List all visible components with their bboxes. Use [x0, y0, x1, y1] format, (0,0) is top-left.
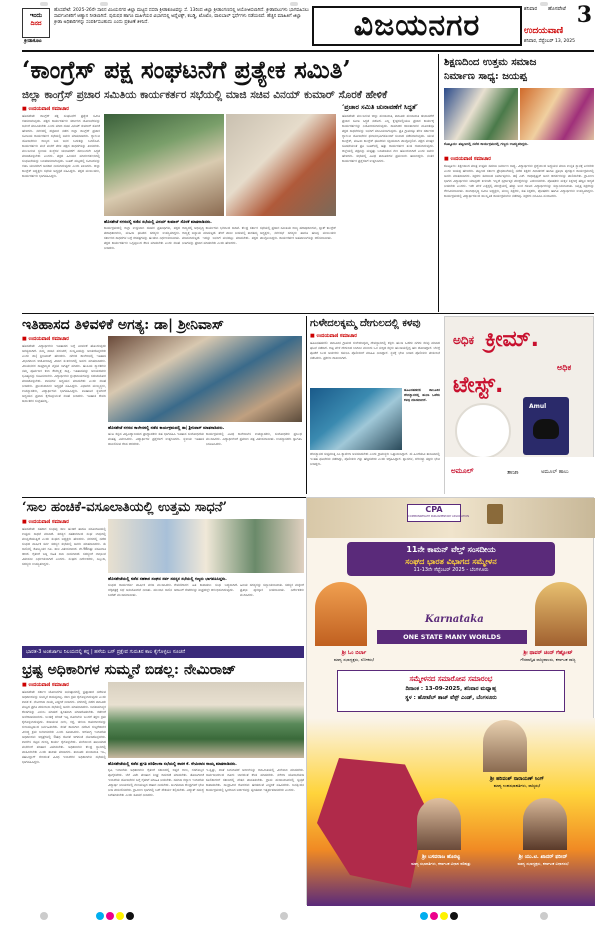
person1-role: ಮಾನ್ಯ ಸಭಾಧ್ಯಕ್ಷರು, ಲೋಕಸಭೆ — [333, 657, 375, 662]
story3-byline: ■ ಉದಯವಾಣಿ ಸಮಾಚಾರ — [310, 333, 357, 339]
column-divider-2 — [306, 316, 307, 494]
story2-caption: ಹೊಸಪೇಟೆ ನಗರದ ಕಾಲೇಜಿನಲ್ಲಿ ನಡೆದ ಕಾರ್ಯಕ್ರಮದಲ್ಲಿ ಡಾ| ಶ್ರೀನಿವಾಸ್ ಮಾತನಾಡಿದರು. — [108, 425, 225, 430]
story3-body-2: ದೇವಸ್ಥಾನದ ಸುತ್ತಮುತ್ತ ಸಿಸಿ ಕ್ಯಾಮೆರಾ ಅಳವಡಿಸಬೇಕು ಎಂದು ಗ್ರಾಮಸ್ಥರು ಒತ್ತಾಯಿಸಿದ್ದಾರೆ. ಈ ಹಿಂದೆಯೂ ತಾಲೂಕಿನಲ್ಲಿ ಇಂತಹ ಘಟನೆಗಳು ನಡೆದಿದ್ದು, ಪೊಲೀಸರು ಗಸ್ತು ಹೆಚ್ಚಿಸಬೇಕು ಎಂದು ಆಗ್ರಹಿಸಿದ್ದಾರೆ. ಶ್ವಾನದಳ, ಬೆರಳಚ್ಚು ತಜ್ಞರು ಭೇಟಿ ನೀಡಿದ್ದರು. — [310, 452, 440, 466]
ad2-title-box — [347, 542, 555, 576]
ad1-line3: ಅಧಿಕ — [557, 363, 572, 372]
person4-role: ಮಾನ್ಯ ಸಭಾಪತಿಗಳು, ಕರ್ನಾಟಕ ವಿಧಾನ ಪರಿಷತ್ತು — [411, 861, 471, 866]
header-brief-text: ಹೊಸಪೇಟೆ: 2025-26ನೇ ಸಾಲಿನ ವಿಜಯನಗರ ಜಿಲ್ಲಾ ಮಟ್ಟದ ದಸರಾ ಕ್ರೀಡಾಕೂಟವನ್ನು ಸೆ. 13ರಿಂದ ಜಿಲ್ಲಾ ಕ್ರೀಡಾಂಗಣದಲ್ಲಿ ಆಯೋಜಿಸಲಾಗಿದೆ. ಕ್ರೀಡಾಪಟುಗಳು ಭಾಗವಹಿಸಲು ಸಾರ್ವಜನಿಕರಿಗೆ ಆಹ್ವಾನ ನೀಡಲಾಗಿದೆ. ಪುರುಷರ ಹಾಗೂ ಮಹಿಳೆಯರ ವಿಭಾಗದಲ್ಲಿ ಅಥ್ಲೆಟಿಕ್ಸ್, ಕಬಡ್ಡಿ, ಖೊಖೊ, ವಾಲಿಬಾಲ್ ಸ್ಪರ್ಧೆಗಳು ನಡೆಯಲಿವೆ. ಹೆಚ್ಚಿನ ಮಾಹಿತಿಗೆ ಜಿಲ್ಲಾ ಕ್ರೀಡಾ ಅಧಿಕಾರಿಗಳನ್ನು ಸಂಪರ್ಕಿಸಬಹುದು ಎಂದು ಪ್ರಕಟಣೆ ತಿಳಿಸಿದೆ. — [54, 8, 309, 25]
story2-col2: ಹಂಪಿ ಕನ್ನಡ ವಿಶ್ವವಿದ್ಯಾಲಯದ ಪ್ರಾಧ್ಯಾಪಕರು ಸಹ ಭಾಗವಹಿಸಿ ಇತಿಹಾಸ ಸಂಶೋಧನೆಯ ಮಹತ್ವ ವಿವರಿಸಿದರು. ವಿದ್ಯಾರ್ಥಿಗಳ ಪ್ರಶ್ನೆಗಳಿಗೆ ಉತ್ತರಿಸಿದರು. ಸ್ಥಳೀಯ ಇತಿಹಾಸ ದಾಖಲಿಸುವ ಕೆಲಸ ಆಗಬೇಕು. — [108, 432, 204, 446]
ad2-date-line: ದಿನಾಂಕ : 13-09-2025, ಶನಿವಾರ ಮಧ್ಯಾಹ್ನ — [405, 686, 497, 692]
amul-pack — [523, 397, 569, 455]
story1-byline: ■ ಉದಯವಾಣಿ ಸಮಾಚಾರ — [22, 106, 69, 112]
person5-name: ಶ್ರೀ ಯು.ಟಿ. ಖಾದರ್ ಫರೀದ್ — [518, 854, 568, 860]
ad2-title2: ಸಂಘದ ಭಾರತ ವಿಭಾಗದ ಸಮ್ಮೇಳನ — [405, 557, 497, 566]
story1-photo-right — [226, 114, 336, 216]
page-number: 3 — [576, 2, 592, 28]
emblem-icon — [487, 504, 503, 524]
person5-role: ಮಾನ್ಯ ಸಭಾಧ್ಯಕ್ಷರು, ಕರ್ನಾಟಕ ವಿಧಾನಸಭೆ — [517, 861, 569, 866]
story4-col4: ಹಿರಿಯ ಸದಸ್ಯರನ್ನು ಸನ್ಮಾನಿಸಲಾಯಿತು. ಸದಸ್ಯರ ಮಕ್ಕಳಿಗೆ ಪ್ರತಿಭಾ ಪುರಸ್ಕಾರ ನೀಡಲಾಯಿತು. ನಿರ್ದೇಶಕರು ವಂದಿಸಿದರು. — [240, 583, 304, 597]
story2-col3: ಕಾರ್ಯಕ್ರಮದಲ್ಲಿ ವಿವಿಧ ಕಾಲೇಜುಗಳ ಉಪನ್ಯಾಸಕರು, ಸಂಶೋಧಕರು ಪ್ರಬಂಧ ಮಂಡಿಸಿದರು. ವಿದ್ಯಾರ್ಥಿಗಳಿಗೆ ಪ್ರಮಾಣ ಪತ್ರ ವಿತರಿಸಲಾಯಿತು. ಉಪನ್ಯಾಸಕರು ಸ್ವಾಗತಿಸಿ ನಿರೂಪಿಸಿದರು. — [206, 432, 302, 446]
story3-headline: ಗುಳೇದಲಕ್ಕಮ್ಮ ದೇಗುಲದಲ್ಲಿ ಕಳವು — [310, 318, 421, 329]
person4-photo — [417, 798, 461, 850]
section-rule-1 — [22, 313, 594, 314]
header-rule — [22, 50, 594, 52]
story4-col2: ಸಂಘದ ಕಾರ್ಯದರ್ಶಿ ವಾರ್ಷಿಕ ವರದಿ ಮಂಡಿಸಿದರು. ಲೆಕ್ಕಪತ್ರಕ್ಕೆ ಸಭೆ ಅನುಮೋದನೆ ನೀಡಿತು. ಮುಂದಿನ ಸಾಲಿನ ಬಜೆಟ್ ಮಂಡಿಸಲಾಯಿತು. — [108, 583, 172, 597]
ad2-valedictory: ಸಮ್ಮೇಳನದ ಸಮಾರೋಪ ಸಮಾರಂಭ — [409, 675, 493, 683]
story5-col1: ಹೊಸಪೇಟೆ: ಸರ್ಕಾರಿ ಯೋಜನೆಗಳ ಅನುಷ್ಠಾನದಲ್ಲಿ ಭ್ರಷ್ಟಾಚಾರ ನಡೆಸುವ ಅಧಿಕಾರಿಗಳನ್ನು ಸುಮ್ಮನೆ ಬಿಡುವುದಿಲ್ಲ. ಕಠಿಣ ಕ್ರಮ ಕೈಗೊಳ್ಳಲಾಗುವುದು ಎಂದು ಶಾಸಕ ಕೆ. ನೇಮಿರಾಜ ನಾಯ್ಕ ಎಚ್ಚರಿಕೆ ನೀಡಿದರು. ನಗರದಲ್ಲಿ ನಡೆದ ತಾಲೂಕು ಮಟ್ಟದ ಪ್ರಗತಿ ಪರಿಶೀಲನಾ ಸಭೆಯಲ್ಲಿ ಅವರು ಮಾತನಾಡಿದರು. ಜನಸಾಮಾನ್ಯರ ಕೆಲಸಗಳನ್ನು ವಿಳಂಬ ಮಾಡದೆ ತ್ವರಿತವಾಗಿ ಮಾಡಿಕೊಡಬೇಕು. ಕಚೇರಿಗೆ ಅಲೆದಾಡಿಸಬಾರದು. ಲಂಚಕ್ಕೆ ಬೇಡಿಕೆ ಇಟ್ಟ ದೂರುಗಳು ಬಂದರೆ ತಕ್ಷಣ ಕ್ರಮ ಕೈಗೊಳ್ಳಲಾಗುವುದು. ಕುಡಿಯುವ ನೀರು, ರಸ್ತೆ, ಚರಂಡಿ ಕಾಮಗಾರಿಗಳನ್ನು ಗುಣಮಟ್ಟದಿಂದ ನಿರ್ವಹಿಸಬೇಕು. ಕಳಪೆ ಕಾಮಗಾರಿ ನಡೆಸಿದ ಗುತ್ತಿಗೆದಾರರ ವಿರುದ್ಧ ಕ್ರಮ ಜರುಗಿಸಬೇಕು ಎಂದು ಸೂಚಿಸಿದರು. ಆರೋಗ್ಯ ಇಲಾಖೆಯ ಅಧಿಕಾರಿಗಳು ಆಸ್ಪತ್ರೆಗಳಲ್ಲಿ ಔಷಧ ಕೊರತೆ ಆಗದಂತೆ ನೋಡಿಕೊಳ್ಳಬೇಕು. ಶಾಲೆಗಳ ಕಟ್ಟಡ ದುರಸ್ತಿ ಕಾರ್ಯ ಕೈಗೊಳ್ಳಬೇಕು. ಮಳೆಯಿಂದ ಹಾನಿಯಾದ ಮನೆಗಳಿಗೆ ಪರಿಹಾರ ವಿತರಿಸಬೇಕು. ಅಧಿಕಾರಿಗಳು ಕೇಂದ್ರ ಸ್ಥಾನದಲ್ಲಿ ವಾಸವಿರಬೇಕು ಎಂದು ತಾಕೀತು ಮಾಡಿದರು. ತಾಲೂಕು ಪಂಚಾಯಿತಿ ಇಒ, ತಹಸೀಲ್ದಾರ್ ಸೇರಿದಂತೆ ವಿವಿಧ ಇಲಾಖೆಗಳ ಅಧಿಕಾರಿಗಳು ಸಭೆಯಲ್ಲಿ ಭಾಗವಹಿಸಿದ್ದರು. — [22, 690, 106, 764]
side-caption: ಕೊಟ್ಟೂರು: ಪಟ್ಟಣದಲ್ಲಿ ನಡೆದ ಕಾರ್ಯಕ್ರಮದಲ್ಲಿ ಗಣ್ಯರು ಉಪಸ್ಥಿತರಿದ್ದರು. — [444, 142, 529, 146]
person1-photo — [315, 582, 367, 646]
person3-photo — [483, 720, 527, 772]
milk-bowl-icon — [455, 403, 511, 459]
cpa-logo — [407, 504, 470, 522]
story1-col2: ಕಾರ್ಯಕ್ರಮದಲ್ಲಿ ಜಿಲ್ಲಾ ಉಸ್ತುವಾರಿ ಸಚಿವರ ಪ್ರತಿನಿಧಿಗಳು, ಪಕ್ಷದ ಪದಾಧಿಕಾರಿಗಳು, ಮಹಿಳಾ ಘಟಕದ ಸದಸ್ಯರು ಉಪಸ್ಥಿತರಿದ್ದರು. ಸರ್ಕಾರದ ಸಾಧನೆಗಳ ಬಗ್ಗೆ ಕರಪತ್ರಗಳನ್ನು ಹಂಚಲು ನಿರ್ಧರಿಸಲಾಯಿತು. ಪಕ್ಷದ ಕಾರ್ಯಕರ್ತರು ಒಗ್ಗಟ್ಟಿನಿಂದ ಕೆಲಸ ಮಾಡಬೇಕು ಎಂದು ಸಲಹೆ ನೀಡಿದರು. — [104, 226, 180, 250]
left-logo — [22, 8, 50, 38]
story3-side-caption: ಹೂವಿನಹಡಗಲಿ ತಾಲೂಕಿನ ದೇವಸ್ಥಾನದಲ್ಲಿ ಹುಂಡಿ ಒಡೆದು ಕಳವು ಮಾಡಲಾಗಿದೆ. — [404, 388, 440, 402]
person4-name: ಶ್ರೀ ಬಸವರಾಜ ಹೊರಟ್ಟಿ — [421, 854, 461, 860]
story4-photo — [108, 519, 304, 573]
story1-photo-left — [104, 114, 224, 216]
person2-name: ಶ್ರೀ ಥಾವರ್ ಚಂದ್ ಗೆಹ್ಲೋಟ್ — [523, 650, 573, 656]
person2-photo — [535, 582, 587, 646]
amul-ad-footer — [445, 457, 595, 495]
story5-headline: ಭ್ರಷ್ಟ ಅಧಿಕಾರಿಗಳ ಸುಮ್ಮನೆ ಬಿಡಲ್ಲ: ನೇಮಿರಾಜ್ — [22, 662, 237, 678]
side-photo-2 — [520, 88, 594, 140]
ad1-bottom-right: ಅಮೂಲ್ ಹಾಲು — [541, 469, 569, 475]
ad1-bottom-mid: ತಾಜಾ — [507, 469, 519, 476]
story3-photo — [310, 388, 402, 450]
left-logo-bottom: ದಿನದ — [30, 20, 42, 27]
side-byline: ■ ಉದಯವಾಣಿ ಸಮಾಚಾರ — [444, 156, 491, 162]
amul-ad — [444, 316, 594, 494]
masthead: ವಿಜಯನಗರ — [312, 6, 522, 46]
ad2-tagline: ONE STATE MANY WORLDS — [377, 630, 527, 644]
side-headline-1: ಶಿಕ್ಷಣದಿಂದ ಉತ್ತಮ ಸಮಾಜ — [444, 57, 537, 68]
story2-col1: ಹೊಸಪೇಟೆ: ವಿದ್ಯಾರ್ಥಿಗಳು ಇತಿಹಾಸದ ಬಗ್ಗೆ ತಿಳಿವಳಿಕೆ ಹೊಂದುವುದು ಅಗತ್ಯವಾಗಿದೆ. ನಮ್ಮ ನಾಡಿನ ಪರಂಪರೆ, ಸಂಸ್ಕೃತಿಯನ್ನು ಅರಿತುಕೊಳ್ಳಬೇಕು ಎಂದು ಡಾ| ಶ್ರೀನಿವಾಸ್ ಹೇಳಿದರು. ನಗರದ ಕಾಲೇಜಿನಲ್ಲಿ ಇತಿಹಾಸ ವಿಭಾಗದಿಂದ ಆಯೋಜಿಸಿದ್ದ ವಿಚಾರ ಸಂಕಿರಣದಲ್ಲಿ ಅವರು ಮಾತನಾಡಿದರು. ವಿಜಯನಗರ ಸಾಮ್ರಾಜ್ಯದ ವೈಭವ ಜಗತ್ತಿಗೆ ಮಾದರಿ. ಹಂಪಿಯ ಸ್ಮಾರಕಗಳು ನಮ್ಮ ಪೂರ್ವಜರ ಕಲಾ ಕೌಶಲ್ಯಕ್ಕೆ ಸಾಕ್ಷಿ. ಇತಿಹಾಸವನ್ನು ಅರಿಯದವರು ಭವಿಷ್ಯವನ್ನು ರೂಪಿಸಲಾರರು. ವಿದ್ಯಾರ್ಥಿಗಳು ಗ್ರಂಥಾಲಯಗಳನ್ನು ಸದುಪಯೋಗ ಮಾಡಿಕೊಳ್ಳಬೇಕು. ಶಾಸನಗಳ ಅಧ್ಯಯನ ಮಾಡಬೇಕು ಎಂದು ಸಲಹೆ ನೀಡಿದರು. ಪ್ರಾಂಶುಪಾಲರು ಅಧ್ಯಕ್ಷತೆ ವಹಿಸಿದ್ದರು. ವಿಭಾಗದ ಮುಖ್ಯಸ್ಥರು, ಉಪನ್ಯಾಸಕರು, ವಿದ್ಯಾರ್ಥಿಗಳು ಭಾಗವಹಿಸಿದ್ದರು. ಐತಿಹಾಸಿಕ ಸ್ಥಳಗಳಿಗೆ ಅಧ್ಯಯನ ಪ್ರವಾಸ ಕೈಗೊಳ್ಳುವಂತೆ ಸಲಹೆ ನೀಡಿದರು. ಇತಿಹಾಸ ಕೇವಲ ದಿನಾಂಕಗಳ ಸಂಗ್ರಹವಲ್ಲ. — [22, 344, 106, 403]
story1-col3: ರಾಜ್ಯದಲ್ಲಿ ಅಭಿವೃದ್ಧಿ ಕಾರ್ಯಗಳು ಭರದಿಂದ ಸಾಗಿವೆ. ಕೇಂದ್ರ ಸರ್ಕಾರ ರಾಜ್ಯಕ್ಕೆ ಅನ್ಯಾಯ ಮಾಡುತ್ತಿದೆ. ತೆರಿಗೆ ಪಾಲು ನೀಡುವಲ್ಲಿ ತಾರತಮ್ಯ ಮಾಡಲಾಗುತ್ತಿದೆ. ಇದನ್ನು ಜನರಿಗೆ ಮನದಟ್ಟು ಮಾಡಬೇಕು. ಪಕ್ಷದ ನೀತಿಗಳನ್ನು ಪ್ರಚಾರ ಮಾಡಬೇಕು ಎಂದು ಹೇಳಿದರು. — [182, 226, 258, 245]
story4-col3: ಠೇವಣಿದಾರರ ಹಿತ ಕಾಪಾಡಲು ಸಂಘ ಬದ್ಧವಾಗಿದೆ. ಡಿಜಿಟಲ್ ಸೇವೆಗಳನ್ನು ಶೀಘ್ರದಲ್ಲೇ ಆರಂಭಿಸಲಾಗುವುದು. — [174, 583, 238, 592]
person3-name: ಶ್ರೀ ಹರಿವಂಶ್ ನಾರಾಯಣ್ ಸಿಂಗ್ — [489, 776, 545, 782]
story2-byline: ■ ಉದಯವಾಣಿ ಸಮಾಚಾರ — [22, 336, 69, 342]
ad2-title1: 11ನೇ ಕಾಮನ್ ವೆಲ್ತ್ ಸಂಸದೀಯ — [406, 545, 496, 554]
story5-byline: ■ ಉದಯವಾಣಿ ಸಮಾಚಾರ — [22, 682, 69, 688]
story2-headline: ಇತಿಹಾಸದ ತಿಳಿವಳಿಕೆ ಅಗತ್ಯ: ಡಾ| ಶ್ರೀನಿವಾಸ್ — [22, 317, 224, 333]
story1-subhead: ಜಿಲ್ಲಾ ಕಾಂಗ್ರೆಸ್ ಪ್ರಚಾರ ಸಮಿತಿಯ ಕಾರ್ಯಕರ್ತರ ಸಭೆಯಲ್ಲಿ ಮಾಜಿ ಸಚಿವ ವಿನಯ್ ಕುಮಾರ್ ಸೊರಕೆ ಹೇಳಿಕೆ — [22, 89, 388, 101]
side-photo-1 — [444, 88, 518, 140]
story1-caption: ಹೊಸಪೇಟೆ ನಗರದಲ್ಲಿ ನಡೆದ ಸಭೆಯಲ್ಲಿ ವಿನಯ್ ಕುಮಾರ್ ಸೊರಕೆ ಮಾತನಾಡಿದರು. — [104, 219, 212, 224]
story1-col5: ಹೊಸಪೇಟೆ: ಮುಂಬರುವ ಜಿಲ್ಲಾ ಪಂಚಾಯಿತಿ, ತಾಲೂಕು ಪಂಚಾಯಿತಿ ಚುನಾವಣೆಗೆ ಪ್ರಚಾರ ಸಮಿತಿ ಸಿದ್ಧತೆ ನಡೆಸಿದೆ. ಎಲ್ಲ ಕ್ಷೇತ್ರಗಳಲ್ಲಿಯೂ ಪ್ರಚಾರ ಕಾರ್ಯಕ್ಕೆ ಕಾರ್ಯಕರ್ತರನ್ನು ನಿಯೋಜಿಸಲಾಗುವುದು. ಸಾಮಾಜಿಕ ಜಾಲತಾಣಗಳ ಮೂಲಕವೂ ಪಕ್ಷದ ಸಾಧನೆಗಳನ್ನು ಜನರಿಗೆ ತಲುಪಿಸಲಾಗುವುದು. ಪ್ರತಿ ಗ್ರಾಮಕ್ಕೂ ತೆರಳಿ ಸರ್ಕಾರದ ಗ್ಯಾರಂಟಿ ಯೋಜನೆಗಳ ಫಲಾನುಭವಿಗಳೊಂದಿಗೆ ಸಂವಾದ ನಡೆಸಲಾಗುವುದು. ಯುವ ಕಾಂಗ್ರೆಸ್, ಮಹಿಳಾ ಕಾಂಗ್ರೆಸ್ ಘಟಕಗಳು ಸಕ್ರಿಯವಾಗಿ ಪಾಲ್ಗೊಳ್ಳಲಿವೆ. ಪಕ್ಷದ ವರಿಷ್ಠರ ಸೂಚನೆಯಂತೆ ಪ್ರತಿ ಬೂತ್‌ನಲ್ಲಿ ಹತ್ತು ಕಾರ್ಯಕರ್ತರ ತಂಡ ರಚಿಸಲಾಗುವುದು. ಜಿಲ್ಲೆಯಲ್ಲಿ ಪಕ್ಷವನ್ನು ಮತ್ತಷ್ಟು ಬಲಪಡಿಸುವ ಗುರಿ ಹೊಂದಲಾಗಿದೆ ಎಂದು ಅವರು ಹೇಳಿದರು. ಸಭೆಯಲ್ಲಿ ವಿವಿಧ ತಾಲೂಕುಗಳ ಪ್ರಮುಖರು ಹಾಜರಿದ್ದರು. ನಂತರ ಕಾರ್ಯಕರ್ತರ ಪ್ರಶ್ನೆಗಳಿಗೆ ಉತ್ತರಿಸಿದರು. — [342, 114, 434, 163]
side-headline-2: ನಿರ್ಮಾಣ ಸಾಧ್ಯ: ಜಯಪ್ಪ — [444, 71, 527, 82]
story1-headline: ‘ಕಾಂಗ್ರೆಸ್ ಪಕ್ಷ ಸಂಘಟನೆಗೆ ಪ್ರತ್ಯೇಕ ಸಮಿತಿ’ — [22, 55, 351, 84]
person2-role: ಗೌರವಾನ್ವಿತ ರಾಜ್ಯಪಾಲರು, ಕರ್ನಾಟಕ ರಾಜ್ಯ — [520, 657, 576, 662]
ad1-line4: ಟೇಸ್ಟ್. — [453, 373, 504, 398]
cpa-sub: COMMONWEALTH PARLIAMENTARY ASSOCIATION — [408, 515, 470, 518]
cpa-conference-ad — [306, 497, 594, 905]
paper-name: ಉದಯವಾಣಿ — [524, 26, 564, 36]
story5-photo — [108, 682, 304, 758]
story4-byline: ■ ಉದಯವಾಣಿ ಸಮಾಚಾರ — [22, 519, 69, 525]
story2-photo — [108, 336, 302, 422]
color-registration-bar — [40, 912, 560, 920]
story1-col4: ಸಭೆಯಲ್ಲಿ ಪ್ರಚಾರ ಸಮಿತಿಯ ರಾಜ್ಯ ಪದಾಧಿಕಾರಿಗಳು, ಬ್ಲಾಕ್ ಕಾಂಗ್ರೆಸ್ ಅಧ್ಯಕ್ಷರು, ನಗರಸಭೆ ಸದಸ್ಯರು ಹಾಗೂ ಹಲವು ಮುಖಂಡರು ಪಾಲ್ಗೊಂಡಿದ್ದರು. ಕಾರ್ಯಕರ್ತರ ಅಹವಾಲುಗಳನ್ನು ಆಲಿಸಲಾಯಿತು. — [260, 226, 336, 240]
story4-headline: ‘ಸಾಲ ಹಂಚಿಕೆ-ವಸೂಲಾತಿಯಲ್ಲಿ ಉತ್ತಮ ಸಾಧನೆ’ — [22, 500, 228, 515]
ad2-dates: 11-13ನೇ ಸೆಪ್ಟೆಂಬರ್ 2025 - ಬೆಂಗಳೂರು — [413, 567, 489, 573]
story4-col1: ಹೊಸಪೇಟೆ: ಸಹಕಾರ ಸಂಘವು ಸಾಲ ಹಂಚಿಕೆ ಹಾಗೂ ವಸೂಲಾತಿಯಲ್ಲಿ ಉತ್ತಮ ಸಾಧನೆ ಮಾಡಿದೆ. ಸದಸ್ಯರ ಸಹಕಾರದಿಂದ ಸಂಘ ಲಾಭದಲ್ಲಿ ಮುನ್ನಡೆಯುತ್ತಿದೆ ಎಂದು ಸಂಘದ ಅಧ್ಯಕ್ಷರು ಹೇಳಿದರು. ನಗರದಲ್ಲಿ ನಡೆದ ಸಂಘದ ವಾರ್ಷಿಕ ಸರ್ವ ಸದಸ್ಯರ ಸಭೆಯಲ್ಲಿ ಅವರು ಮಾತನಾಡಿದರು. ಈ ಸಾಲಿನಲ್ಲಿ ಕೋಟ್ಯಂತರ ರೂ. ಸಾಲ ವಿತರಿಸಲಾಗಿದೆ. ಶೇ.98ರಷ್ಟು ವಸೂಲಾತಿ ಆಗಿದೆ. ರೈತರಿಗೆ ಬಡ್ಡಿ ರಹಿತ ಸಾಲ ನೀಡಲಾಗಿದೆ. ಸದಸ್ಯರಿಗೆ ಲಾಭಾಂಶ ವಿತರಿಸಲು ನಿರ್ಧರಿಸಲಾಗಿದೆ ಎಂದರು. ಸಂಘದ ನಿರ್ದೇಶಕರು, ಸಿಬ್ಬಂದಿ, ಸದಸ್ಯರು ಉಪಸ್ಥಿತರಿದ್ದರು. — [22, 527, 106, 566]
amul-pack-label: Amul — [529, 403, 547, 410]
ad1-line2: ಕ್ರೀಮ್. — [485, 327, 539, 352]
buffalo-icon — [533, 419, 559, 439]
side-body: ಕೊಟ್ಟೂರು: ಶಿಕ್ಷಣದಿಂದ ಮಾತ್ರ ಉತ್ತಮ ಸಮಾಜ ನಿರ್ಮಾಣ ಸಾಧ್ಯ. ವಿದ್ಯಾರ್ಥಿಗಳು ಶ್ರದ್ಧೆಯಿಂದ ಅಧ್ಯಯನ ಮಾಡಿ ಉನ್ನತ ಸ್ಥಾನಕ್ಕೆ ಏರಬೇಕು ಎಂದು ಜಯಪ್ಪ ಹೇಳಿದರು. ಪಟ್ಟಣದ ಸರ್ಕಾರಿ ಪ್ರೌಢಶಾಲೆಯಲ್ಲಿ ನಡೆದ ಶಿಕ್ಷಕರ ದಿನಾಚರಣೆ ಹಾಗೂ ಪ್ರತಿಭಾ ಪುರಸ್ಕಾರ ಕಾರ್ಯಕ್ರಮದಲ್ಲಿ ಅವರು ಮಾತನಾಡಿದರು. ಶಿಕ್ಷಕರು ಸಮಾಜದ ನಿರ್ಮಾತೃಗಳು. ಡಾ| ಎಸ್. ರಾಧಾಕೃಷ್ಣನ್ ಅವರ ಆದರ್ಶಗಳನ್ನು ಪಾಲಿಸಬೇಕು. ಗ್ರಾಮೀಣ ಭಾಗದ ವಿದ್ಯಾರ್ಥಿಗಳು ಯಾವುದೇ ಕೀಳರಿಮೆ ಇಲ್ಲದೆ ಸ್ಪರ್ಧಾತ್ಮಕ ಪರೀಕ್ಷೆಗಳನ್ನು ಎದುರಿಸಬೇಕು. ಪೋಷಕರು ಮಕ್ಕಳ ಶಿಕ್ಷಣಕ್ಕೆ ಹೆಚ್ಚಿನ ಆದ್ಯತೆ ನೀಡಬೇಕು ಎಂದರು. ಇದೇ ವೇಳೆ ಎಸ್ಸೆಸ್ಸೆಲ್ಸಿ ಪರೀಕ್ಷೆಯಲ್ಲಿ ಹೆಚ್ಚು ಅಂಕ ಗಳಿಸಿದ ವಿದ್ಯಾರ್ಥಿಗಳನ್ನು ಸನ್ಮಾನಿಸಲಾಯಿತು. ನಿವೃತ್ತ ಶಿಕ್ಷಕರನ್ನು ಗೌರವಿಸಲಾಯಿತು. ಶಾಲಾಭಿವೃದ್ಧಿ ಸಮಿತಿ ಅಧ್ಯಕ್ಷರು, ಮುಖ್ಯ ಶಿಕ್ಷಕರು, ಸಹ ಶಿಕ್ಷಕರು, ಪೋಷಕರು ಹಾಗೂ ವಿದ್ಯಾರ್ಥಿಗಳು ಉಪಸ್ಥಿತರಿದ್ದರು. ಕಾರ್ಯಕ್ರಮದಲ್ಲಿ ವಿದ್ಯಾರ್ಥಿಗಳಿಂದ ಸಾಂಸ್ಕೃತಿಕ ಕಾರ್ಯಕ್ರಮಗಳು ನಡೆದವು. ಶಿಕ್ಷಕರು ನಿರೂಪಿಸಿ ವಂದಿಸಿದರು. — [444, 164, 594, 198]
person5-photo — [523, 798, 567, 850]
cpa-text: CPA — [425, 505, 443, 514]
edition-tag: ಹೊಸಪೇಟೆ — [548, 6, 566, 12]
column-divider — [438, 54, 439, 312]
story5-caption: ಹೊಸಪೇಟೆಯಲ್ಲಿ ನಡೆದ ಪ್ರಗತಿ ಪರಿಶೀಲನಾ ಸಭೆಯಲ್ಲಿ ಶಾಸಕ ಕೆ. ನೇಮಿರಾಜ ನಾಯ್ಕ ಮಾತನಾಡಿದರು. — [108, 761, 237, 766]
day-label: ಶನಿವಾರ — [524, 6, 538, 12]
person1-name: ಶ್ರೀ ಓಂ ಬಿರ್ಲಾ — [341, 650, 367, 656]
date-line: ಶನಿವಾರ, ಸೆಪ್ಟೆಂಬರ್ 13, 2025 — [524, 39, 575, 44]
story3-body: ಹೂವಿನಹಡಗಲಿ: ತಾಲೂಕಿನ ಗ್ರಾಮದ ಗುಳೇದಲಕ್ಕಮ್ಮ ದೇವಸ್ಥಾನದಲ್ಲಿ ಕಳ್ಳರು ಹುಂಡಿ ಒಡೆದು ನಗದು ಕಳವು ಮಾಡಿದ ಘಟನೆ ನಡೆದಿದೆ. ರಾತ್ರಿ ವೇಳೆ ದೇಗುಲದ ಬಾಗಿಲು ಮುರಿದು ಒಳ ನುಗ್ಗಿದ ಕಳ್ಳರು ಹುಂಡಿಯಲ್ಲಿದ್ದ ಹಣ ದೋಚಿದ್ದಾರೆ. ಬೆಳಗ್ಗೆ ಪೂಜೆಗೆ ಬಂದ ಅರ್ಚಕರು ಗಮನಿಸಿ ಪೊಲೀಸರಿಗೆ ಮಾಹಿತಿ ನೀಡಿದ್ದಾರೆ. ಸ್ಥಳಕ್ಕೆ ಭೇಟಿ ನೀಡಿದ ಪೊಲೀಸರು ಪರಿಶೀಲನೆ ನಡೆಸಿದರು. ಪ್ರಕರಣ ದಾಖಲಾಗಿದೆ. — [310, 341, 440, 360]
header-right — [524, 2, 594, 46]
left-logo-top: ಇಂದು — [29, 12, 43, 19]
ad1-line1: ಅಧಿಕ — [453, 333, 475, 347]
ad2-valedictory-box — [337, 670, 565, 712]
ticker-band: ಭಾರತ-3 ಅಂತರ್ಜಾಲ ನಿಲಯದಲ್ಲಿ ಕನ್ನ | ಹಳೆಯ ಬಸ್ ಪ್ರಕ್ಷೇಪ ಗುರುತಿನ ಕಾಲ ಕೈಗೊಳ್ಳಲು ಸೂಚನೆ — [22, 646, 304, 658]
story4-caption: ಹೊಸಪೇಟೆಯಲ್ಲಿ ನಡೆದ ಸಹಕಾರ ಸಂಘದ ಸರ್ವ ಸದಸ್ಯರ ಸಭೆಯಲ್ಲಿ ಗಣ್ಯರು ಭಾಗವಹಿಸಿದ್ದರು. — [108, 576, 227, 581]
story1-col1: ಹೊಸಪೇಟೆ: ಕಾಂಗ್ರೆಸ್ ಪಕ್ಷ ಸಂಘಟನೆಗೆ ಪ್ರತ್ಯೇಕ ಸಮಿತಿ ರಚಿಸಲಾಗುವುದು. ಪಕ್ಷದ ಕಾರ್ಯಕರ್ತರು ಸರ್ಕಾರದ ಯೋಜನೆಗಳನ್ನು ಜನರಿಗೆ ತಲುಪಿಸಬೇಕು ಎಂದು ಮಾಜಿ ಸಚಿವ ವಿನಯ್ ಕುಮಾರ್ ಸೊರಕೆ ಹೇಳಿದರು. ನಗರದಲ್ಲಿ ಶುಕ್ರವಾರ ನಡೆದ ಜಿಲ್ಲಾ ಕಾಂಗ್ರೆಸ್ ಪ್ರಚಾರ ಸಮಿತಿಯ ಕಾರ್ಯಕರ್ತರ ಸಭೆಯಲ್ಲಿ ಅವರು ಮಾತನಾಡಿದರು. ಗ್ಯಾರಂಟಿ ಯೋಜನೆಗಳು ರಾಜ್ಯದ ಬಡ ಜನರ ಬದುಕನ್ನು ಬದಲಿಸಿವೆ. ಕಾರ್ಯಕರ್ತರು ಮನೆ ಮನೆಗೆ ತೆರಳಿ ಪಕ್ಷದ ಸಾಧನೆಗಳನ್ನು ತಿಳಿಸಬೇಕು. ಮುಂಬರುವ ಸ್ಥಳೀಯ ಸಂಸ್ಥೆಗಳ ಚುನಾವಣೆಗೆ ಈಗಿನಿಂದಲೇ ಸಿದ್ಧತೆ ಮಾಡಿಕೊಳ್ಳಬೇಕು ಎಂದರು. ಪಕ್ಷದ ಹಿರಿಯರ ಮಾರ್ಗದರ್ಶನದಲ್ಲಿ ಸಂಘಟನೆಯನ್ನು ಬಲಪಡಿಸಲಾಗುವುದು. ಬೂತ್ ಮಟ್ಟದಲ್ಲಿ ಸಮಿತಿಗಳನ್ನು ರಚಿಸಿ ಯುವಕರಿಗೆ ಅವಕಾಶ ನೀಡಲಾಗುವುದು ಎಂದು ತಿಳಿಸಿದರು. ಜಿಲ್ಲಾ ಕಾಂಗ್ರೆಸ್ ಅಧ್ಯಕ್ಷರು ಸಭೆಯ ಅಧ್ಯಕ್ಷತೆ ವಹಿಸಿದ್ದರು. ಪಕ್ಷದ ಮುಖಂಡರು, ಕಾರ್ಯಕರ್ತರು ಭಾಗವಹಿಸಿದ್ದರು. — [22, 114, 100, 178]
ad2-venue: ಸ್ಥಳ : ಹೋಟೆಲ್ ತಾಜ್ ವೆಸ್ಟ್ ಎಂಡ್, ಬೆಂಗಳೂರು — [405, 695, 497, 701]
story5-col2: ಕೃಷಿ ಇಲಾಖೆಯ ಅಧಿಕಾರಿಗಳು ರೈತರಿಗೆ ಸಕಾಲದಲ್ಲಿ ಬಿತ್ತನೆ ಬೀಜ, ರಸಗೊಬ್ಬರ ಪೂರೈಸಬೇಕು. ಬೆಳೆ ವಿಮೆ ಪರಿಹಾರ ಶೀಘ್ರ ಬಿಡುಗಡೆ ಮಾಡಬೇಕು. ತೋಟಗಾರಿಕೆ ಇಲಾಖೆಯ ಯೋಜನೆಗಳ ಬಗ್ಗೆ ರೈತರಿಗೆ ಮಾಹಿತಿ ನೀಡಬೇಕು. ಸಮಾಜ ಕಲ್ಯಾಣ ಇಲಾಖೆಯ ವಿದ್ಯಾರ್ಥಿ ನಿಲಯಗಳಲ್ಲಿ ಗುಣಮಟ್ಟದ ಆಹಾರ ನೀಡಬೇಕು. ಅಂಗನವಾಡಿ ಕೇಂದ್ರಗಳಿಗೆ ಭೇಟಿ ನೀಡಿ ಪರಿಶೀಲಿಸಬೇಕು. ಗ್ರಾಮೀಣ ಭಾಗದಲ್ಲಿ ಬಸ್ ಸೌಕರ್ಯ ಕಲ್ಪಿಸಬೇಕು. ವಿದ್ಯುತ್ ಸಮಸ್ಯೆ ಬಗೆಹರಿಸಬೇಕು ಎಂದು ಸೂಚನೆ ನೀಡಿದರು. — [108, 768, 204, 797]
left-tagline: ಕ್ರೀಡಾಕೂಟ — [24, 38, 42, 44]
person3-role: ಮಾನ್ಯ ಉಪಸಭಾಪತಿಗಳು, ರಾಜ್ಯಸಭೆ — [493, 783, 541, 788]
story1-kicker: ‘ಪ್ರಚಾರ ಸಮಿತಿ ಚುನಾವಣೆಗೆ ಸಿದ್ಧತೆ’ — [342, 103, 419, 111]
karnataka-logo: Karnataka — [425, 614, 484, 625]
story5-col3: ಇ-ಸ್ವತ್ತು, ಖಾತೆ ಬದಲಾವಣೆ ಅರ್ಜಿಗಳನ್ನು ಕಾಲಮಿತಿಯಲ್ಲಿ ವಿಲೇವಾರಿ ಮಾಡಬೇಕು. ಸಾರ್ವಜನಿಕರಿಂದ ದೂರು ಬಾರದಂತೆ ಕೆಲಸ ಮಾಡಬೇಕು. ನರೇಗಾ ಯೋಜನೆಯಡಿ ಕೂಲಿಕಾರರಿಗೆ ಸಕಾಲದಲ್ಲಿ ವೇತನ ಪಾವತಿಸಬೇಕು. ಗ್ರಾಮ ಪಂಚಾಯಿತಿಗಳಲ್ಲಿ ಸ್ವಚ್ಛತೆ ಕಾಪಾಡಬೇಕು. ಸಾಂಕ್ರಾಮಿಕ ರೋಗಗಳು ಹರಡದಂತೆ ಎಚ್ಚರಿಕೆ ವಹಿಸಬೇಕು. ಜನಸ್ಪಂದನ ಕಾರ್ಯಕ್ರಮದಲ್ಲಿ ಸ್ವೀಕರಿಸಿದ ಅರ್ಜಿಗಳನ್ನು ತ್ವರಿತವಾಗಿ ಇತ್ಯರ್ಥಪಡಿಸಬೇಕು ಎಂದರು. — [206, 768, 304, 792]
ad1-brand: ಅಮೂಲ್ — [451, 467, 474, 475]
